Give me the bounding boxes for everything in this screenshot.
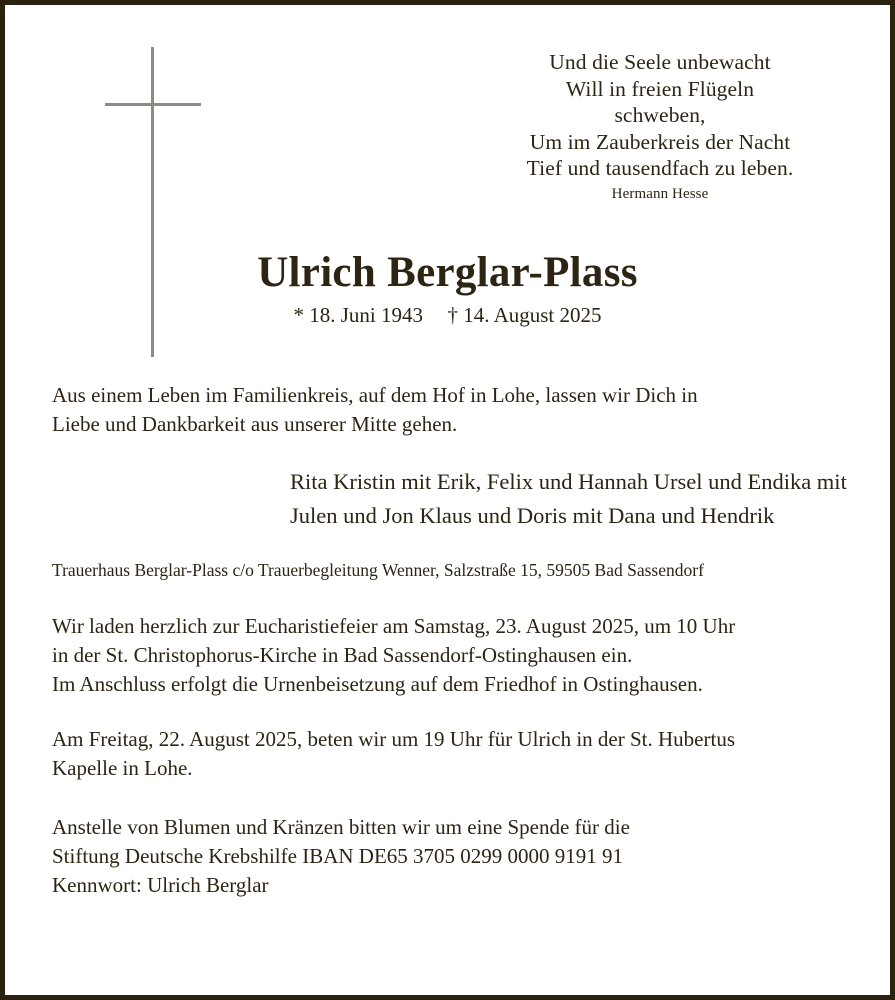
spacer xyxy=(52,783,856,813)
donation-line: Anstelle von Blumen und Kränzen bitten wir um eine Spende für die xyxy=(52,815,630,839)
survivor-line: Klaus und Doris mit Dana und Hendrik xyxy=(419,502,775,528)
spacer xyxy=(52,439,856,465)
service-info xyxy=(52,612,856,699)
service-line: in der St. Christophorus-Kirche in Bad Sassendorf-Ostinghausen ein. xyxy=(52,643,633,667)
poem-line: schweben, xyxy=(614,103,706,127)
prayer-line: Kapelle in Lohe. xyxy=(52,756,193,780)
survivor-line: Ursel und Endika mit Julen und Jon xyxy=(290,469,847,528)
deceased-name: Ulrich Berglar-Plass xyxy=(257,249,638,296)
poem-line: Und die Seele unbewacht xyxy=(549,50,771,74)
poem-attribution: Hermann Hesse xyxy=(611,185,709,202)
farewell-line: Aus einem Leben im Familienkreis, auf dem Hof in Lohe, lassen wir Dich in xyxy=(52,383,698,407)
birth-date: 18. Juni 1943 xyxy=(309,303,423,327)
notice-body xyxy=(52,381,856,900)
donation-line: Kennwort: Ulrich Berglar xyxy=(52,873,269,897)
prayer-line: Am Freitag, 22. August 2025, beten wir um 19 Uhr für Ulrich in der St. Hubertus xyxy=(52,727,735,751)
spacer xyxy=(52,699,856,725)
survivors-list xyxy=(52,465,856,532)
prayer-info xyxy=(52,725,856,783)
death-date: 14. August 2025 xyxy=(463,303,602,327)
deceased-name-block xyxy=(5,248,890,330)
poem-line: Tief und tausendfach zu leben. xyxy=(526,156,794,180)
service-line: Im Anschluss erfolgt die Urnenbeisetzung auf dem Friedhof in Ostinghausen. xyxy=(52,672,703,696)
contact-address: Trauerhaus Berglar-Plass c/o Trauerbegleitung Wenner, Salzstraße 15, 59505 Bad Sassendorf xyxy=(52,560,704,580)
farewell-text xyxy=(52,381,856,439)
birth-symbol: * xyxy=(293,303,304,327)
death-symbol: † xyxy=(447,303,458,327)
donation-line: Stiftung Deutsche Krebshilfe IBAN DE65 3705 0299 0000 9191 91 xyxy=(52,844,624,868)
survivor-line: Rita xyxy=(290,469,328,494)
spacer xyxy=(52,582,856,612)
memorial-poem xyxy=(460,49,860,205)
life-dates xyxy=(5,300,890,330)
poem-line: Will in freien Flügeln xyxy=(565,76,755,101)
spacer xyxy=(52,532,856,558)
survivor-line: Kristin mit Erik, Felix und Hannah xyxy=(333,469,649,494)
cross-horizontal-bar xyxy=(105,103,201,106)
poem-line: Um im Zauberkreis der Nacht xyxy=(529,129,791,154)
farewell-line: Liebe und Dankbarkeit aus unserer Mitte gehen. xyxy=(52,412,458,436)
service-line: Wir laden herzlich zur Eucharistiefeier am Samstag, 23. August 2025, um 10 Uhr xyxy=(52,614,736,638)
donation-info xyxy=(52,813,856,900)
